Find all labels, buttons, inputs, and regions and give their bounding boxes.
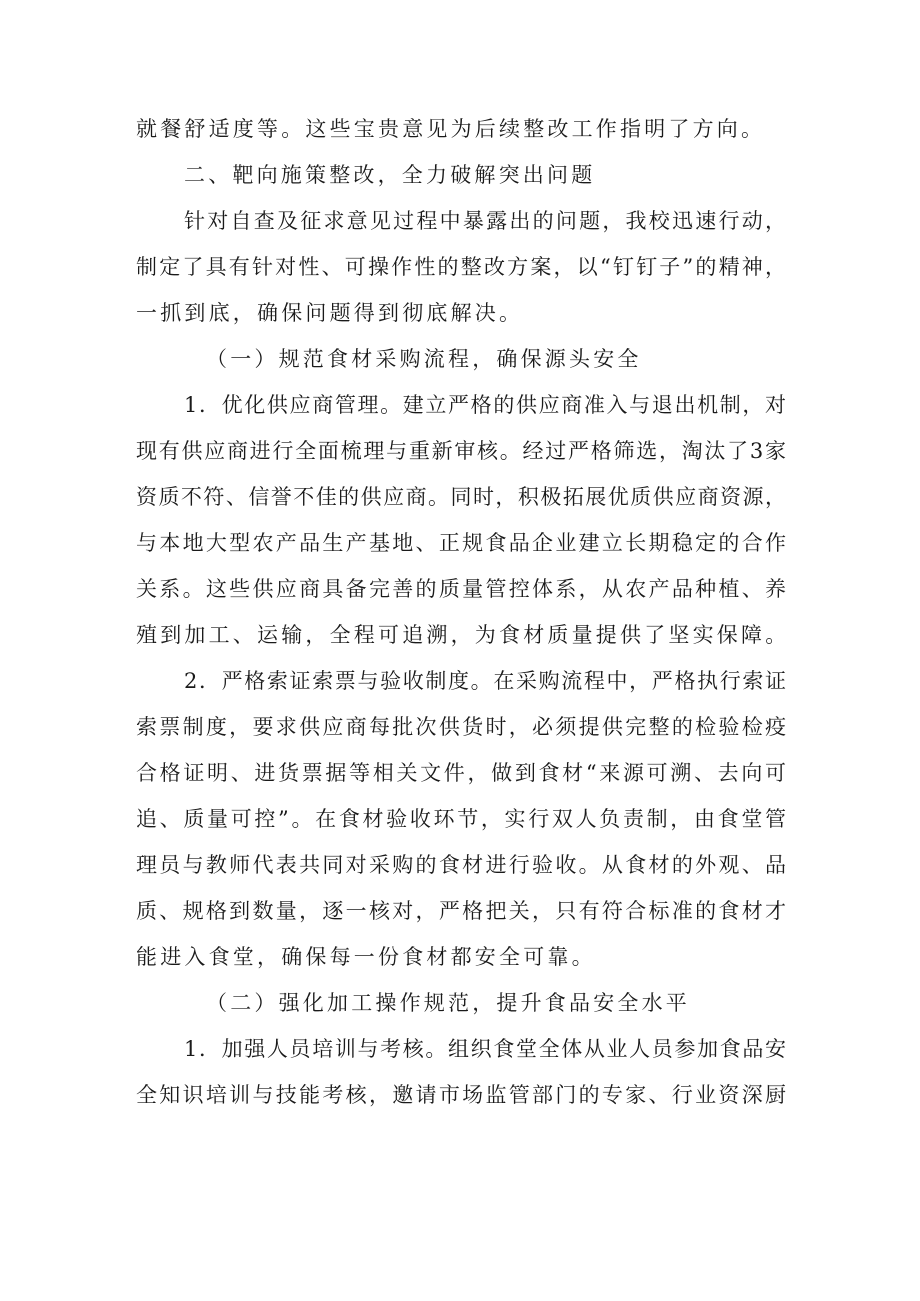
body-line: 追、质量可控”。在食材验收环节，实行双人负责制，由食堂管 bbox=[136, 807, 786, 831]
subsection-heading: （二）强化加工操作规范，提升食品安全水平 bbox=[206, 991, 690, 1015]
body-line: 现有供应商进行全面梳理与重新审核。经过严格筛选，淘汰了3家 bbox=[136, 439, 786, 463]
subsection-heading: （一）规范食材采购流程，确保源头安全 bbox=[206, 347, 642, 371]
body-line: 关系。这些供应商具备完善的质量管控体系，从农产品种植、养 bbox=[136, 577, 786, 601]
body-line: 与本地大型农产品生产基地、正规食品企业建立长期稳定的合作 bbox=[136, 531, 786, 555]
body-line: 能进入食堂，确保每一份食材都安全可靠。 bbox=[136, 945, 596, 969]
body-line: 针对自查及征求意见过程中暴露出的问题，我校迅速行动， bbox=[184, 209, 786, 233]
body-line: 质、规格到数量，逐一核对，严格把关，只有符合标准的食材才 bbox=[136, 899, 786, 923]
body-line: 全知识培训与技能考核，邀请市场监管部门的专家、行业资深厨 bbox=[136, 1083, 786, 1107]
body-line: 2．严格索证索票与验收制度。在采购流程中，严格执行索证 bbox=[184, 669, 786, 693]
body-line: 就餐舒适度等。这些宝贵意见为后续整改工作指明了方向。 bbox=[136, 117, 766, 141]
document-body bbox=[136, 106, 790, 1118]
body-line: 殖到加工、运输，全程可追溯，为食材质量提供了坚实保障。 bbox=[136, 623, 790, 647]
body-line: 制定了具有针对性、可操作性的整改方案，以“钉钉子”的精神， bbox=[136, 255, 786, 279]
body-line: 理员与教师代表共同对采购的食材进行验收。从食材的外观、品 bbox=[136, 853, 786, 877]
body-line: 合格证明、进货票据等相关文件，做到食材“来源可溯、去向可 bbox=[136, 761, 786, 785]
body-line: 索票制度，要求供应商每批次供货时，必须提供完整的检验检疫 bbox=[136, 715, 786, 739]
body-line: 资质不符、信誉不佳的供应商。同时，积极拓展优质供应商资源， bbox=[136, 485, 786, 509]
body-line: 1．优化供应商管理。建立严格的供应商准入与退出机制，对 bbox=[184, 393, 786, 417]
section-heading: 二、靶向施策整改，全力破解突出问题 bbox=[184, 163, 596, 187]
body-line: 一抓到底，确保问题得到彻底解决。 bbox=[136, 301, 524, 325]
body-line: 1．加强人员培训与考核。组织食堂全体从业人员参加食品安 bbox=[184, 1037, 786, 1061]
